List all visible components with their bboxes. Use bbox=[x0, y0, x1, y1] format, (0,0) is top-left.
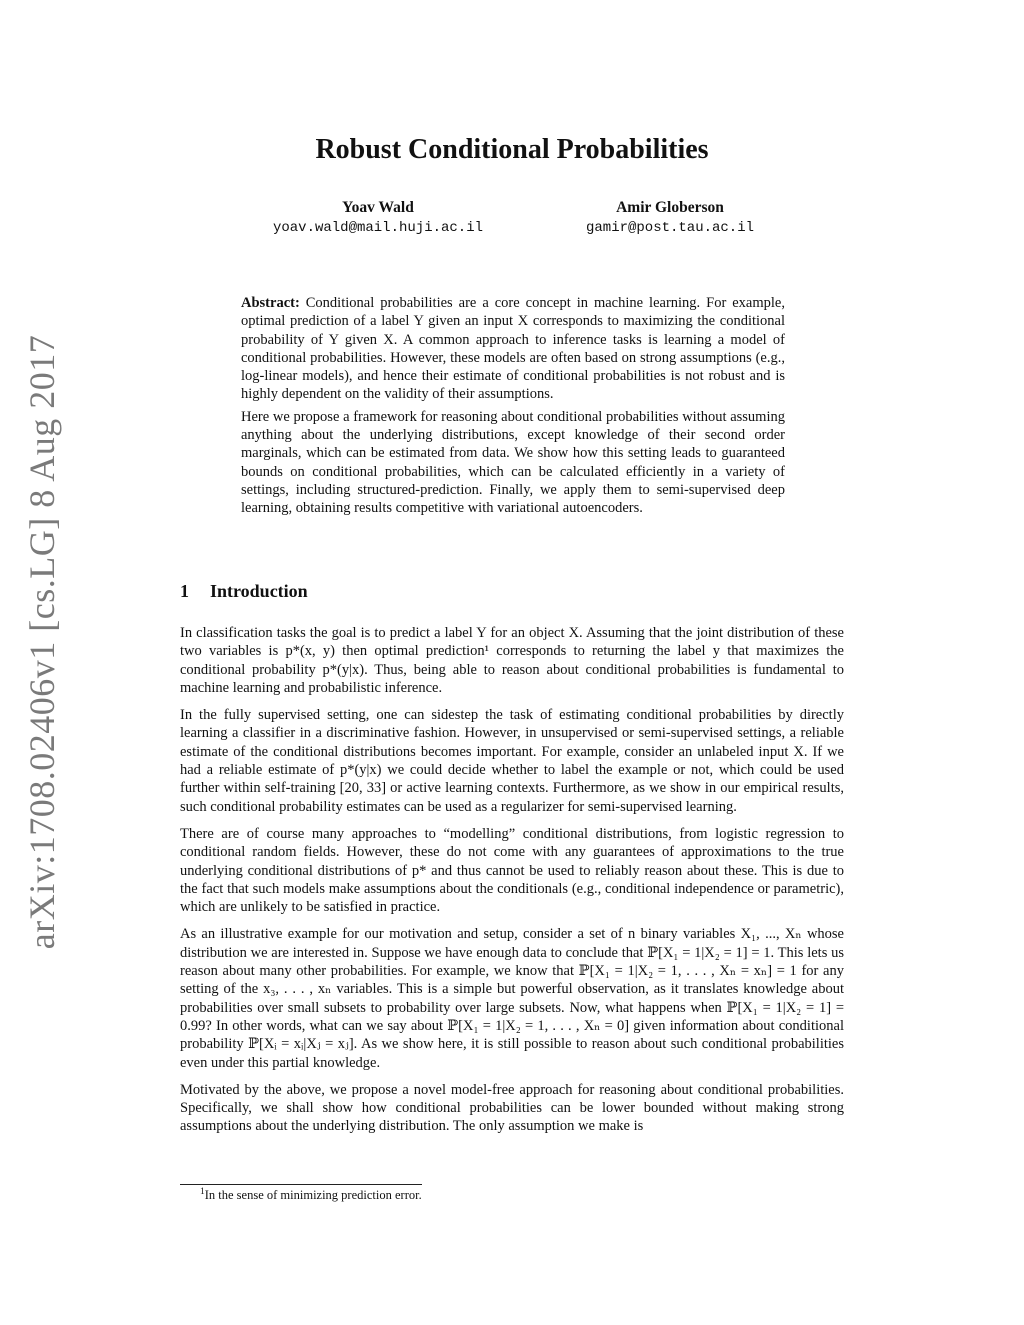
body-paragraph: There are of course many approaches to “modelling” conditional distributions, from logistic regression to conditional random fields. However, these do not come with any guarantees of approximations to the true underlying conditional distributions of p* and thus cannot be used to reliably reason about these. This is due to the fact that such models make assumptions about the conditionals (e.g., conditional independence or parametric), which are unlikely to be satisfied in practice. bbox=[180, 825, 844, 916]
author-email: gamir@post.tau.ac.il bbox=[585, 220, 755, 236]
section-heading bbox=[180, 581, 308, 602]
arxiv-id: arXiv:1708.02406v1 [cs.LG] 8 Aug 2017 bbox=[22, 334, 62, 950]
section-number: 1 bbox=[180, 581, 189, 601]
author-name: Yoav Wald bbox=[342, 199, 414, 216]
footnote-divider bbox=[180, 1184, 422, 1185]
body-paragraph: In the fully supervised setting, one can sidestep the task of estimating conditional probabilities by directly learning a classifier in a discriminative fashion. However, in unsupervised or semi-supervised settings, a reliable estimate of the conditional distributions becomes important. For example, consider an unlabeled input X. If we had a reliable estimate of p*(y|x) we could decide whether to label the example or not, which could be used further within self-training [20, 33] or active learning contexts. Furthermore, as we show in our empirical results, such conditional probability estimates can be used as a regularizer for semi-supervised learning. bbox=[180, 707, 844, 815]
author-name: Amir Globerson bbox=[616, 199, 724, 216]
abstract bbox=[241, 294, 785, 522]
abstract-label: Abstract: bbox=[241, 295, 300, 311]
footnote bbox=[180, 1187, 800, 1203]
body-paragraph: As an illustrative example for our motivation and setup, consider a set of n binary variables X₁, ..., Xₙ whose distribution we are interested in. Suppose we have enough data to conclude that ℙ[X₁ = 1|X₂ = 1] = 1. This lets us reason about many other probabilities. For example, we know that ℙ[X₁ = 1|X₂ = 1, . . . , Xₙ = xₙ] = 1 for any setting of the x₃, . . . , xₙ variables. This is a simple but powerful observation, as it translates knowledge about probabilities over small subsets to probability over large subsets. Now, what happens when ℙ[X₁ = 1|X₂ = 1] = 0.99? In other words, what can we say about ℙ[X₁ = 1|X₂ = 1, . . . , Xₙ = 0] given information about conditional probability ℙ[Xᵢ = xᵢ|Xⱼ = xⱼ]. As we show here, it is still possible to reason about such conditional probabilities even under this partial knowledge. bbox=[180, 926, 844, 1071]
footnote-text: In the sense of minimizing prediction error. bbox=[204, 1188, 422, 1202]
paper-title: Robust Conditional Probabilities bbox=[315, 134, 709, 165]
abstract-paragraph: Here we propose a framework for reasoning about conditional probabilities without assuming anything about the underlying distributions, except knowledge of their second order marginals, which can be estimated from data. We show how this setting leads to guaranteed bounds on conditional probabilities, which can be calculated efficiently in a variety of settings, including structured-prediction. Finally, we apply them to semi-supervised deep learning, obtaining results competitive with variational autoencoders. bbox=[241, 408, 785, 517]
footnote-mark: 1 bbox=[200, 1186, 205, 1197]
section-title: Introduction bbox=[210, 581, 308, 601]
body-paragraph: In classification tasks the goal is to predict a label Y for an object X. Assuming that the joint distribution of these two variables is p*(x, y) then optimal prediction¹ corresponds to returning the label y that maximizes the conditional probability p*(y|x). Thus, being able to reason about conditional probabilities is fundamental to machine learning and probabilistic inference. bbox=[180, 625, 844, 696]
body-paragraph: Motivated by the above, we propose a novel model-free approach for reasoning about conditional probabilities. Specifically, we shall show how conditional probabilities can be lower bounded without making strong assumptions about the underlying distribution. The only assumption we make is bbox=[180, 1081, 844, 1135]
author-block bbox=[510, 198, 830, 238]
author-block bbox=[218, 198, 538, 238]
abstract-text: Conditional probabilities are a core concept in machine learning. For example, optimal prediction of a label Y given an input X corresponds to maximizing the conditional probability of Y given X. A common approach to inference tasks is learning a model of conditional probabilities. However, these models are often based on strong assumptions (e.g., log-linear models), and hence their estimate of conditional probabilities is not robust and is highly dependent on the validity of their assumptions. bbox=[241, 295, 785, 403]
author-email: yoav.wald@mail.huji.ac.il bbox=[272, 220, 484, 236]
abstract-paragraph bbox=[241, 294, 785, 404]
introduction-body bbox=[180, 624, 844, 1145]
